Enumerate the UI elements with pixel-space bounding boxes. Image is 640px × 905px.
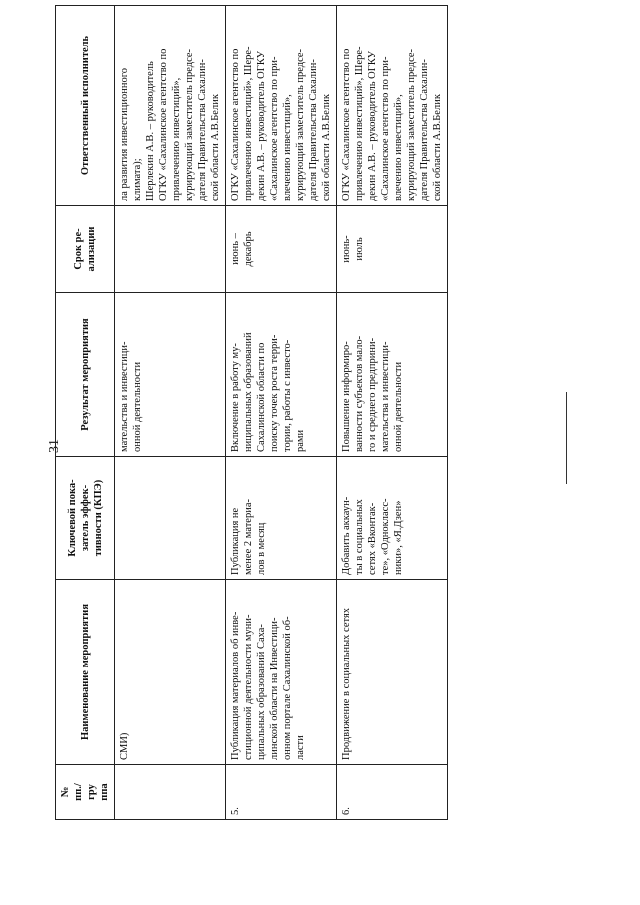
header-term: Срок ре- ализации [56,206,115,293]
result: Повышение информиро- ванности субъектов мало- го и среднего предприни- мательства и инвестици- онной деятельности [337,293,448,457]
kpi [115,457,226,580]
row-number: 6. [337,765,448,820]
kpi: Добавить аккаун- ты в социальных сетях «Вконтак- те», «Однокласс- ники», «Я.Дзен» [337,457,448,580]
executor: ОГКУ «Сахалинское агентство по привлечению инвестиций», Шере- декин А.В. – руководитель ОГКУ «Сахалинское агентство по при- влечению инвестиций», курирующий заместитель предсе- дателя Правительства Сахалин- ской области А.В.Белик [337,6,448,206]
header-kpi: Ключевой пока- затель эффек- тивности (КПЭ) [56,457,115,580]
executor: ОГКУ «Сахалинское агентство по привлечению инвестиций», Шере- декин А.В. – руководитель ОГКУ «Сахалинское агентство по при- влечению инвестиций», курирующий заместитель предсе- дателя Правительства Сахалин- ской области А.В.Белик [226,6,337,206]
executor: ла развития инвестиционного климата); Шерлекин А.В. – руководитель ОГКУ «Сахалинское агентство по привлечению инвестиций», курирующий заместитель предсе- дателя Правительства Сахалин- ской области А.В.Белик [115,6,226,206]
kpi: Публикация не менее 2 материа- лов в месяц [226,457,337,580]
activity-name: Продвижение в социальных сетях [337,580,448,765]
header-number: № пп./ гру ппа [56,765,115,820]
header-result: Результат мероприятия [56,293,115,457]
row-number [115,765,226,820]
rotated-table-container [55,35,448,820]
activity-name: Публикация материалов об инве- стиционной деятельности муни- ципальных образований Саха- линской области на Инвестици- онном портале Сахалинской об- ласти [226,580,337,765]
term: июнь – декабрь [226,206,337,293]
header-executor: Ответственный исполнитель [56,6,115,206]
table-row [226,6,337,820]
header-activity-name: Наименование мероприятия [56,580,115,765]
page-number: 31 [47,439,62,453]
row-number: 5. [226,765,337,820]
table-row [115,6,226,820]
activity-name: СМИ) [115,580,226,765]
term: июнь- июль [337,206,448,293]
table-header-row [56,6,115,820]
margin-line [566,392,567,484]
result: Включение в работу му- ниципальных образований Сахалинской области по поиску точек роста терри- тории, работы с инвесто- рами [226,293,337,457]
table-row [337,6,448,820]
activities-table [55,5,448,820]
result: мательства и инвестици- онной деятельности [115,293,226,457]
term [115,206,226,293]
